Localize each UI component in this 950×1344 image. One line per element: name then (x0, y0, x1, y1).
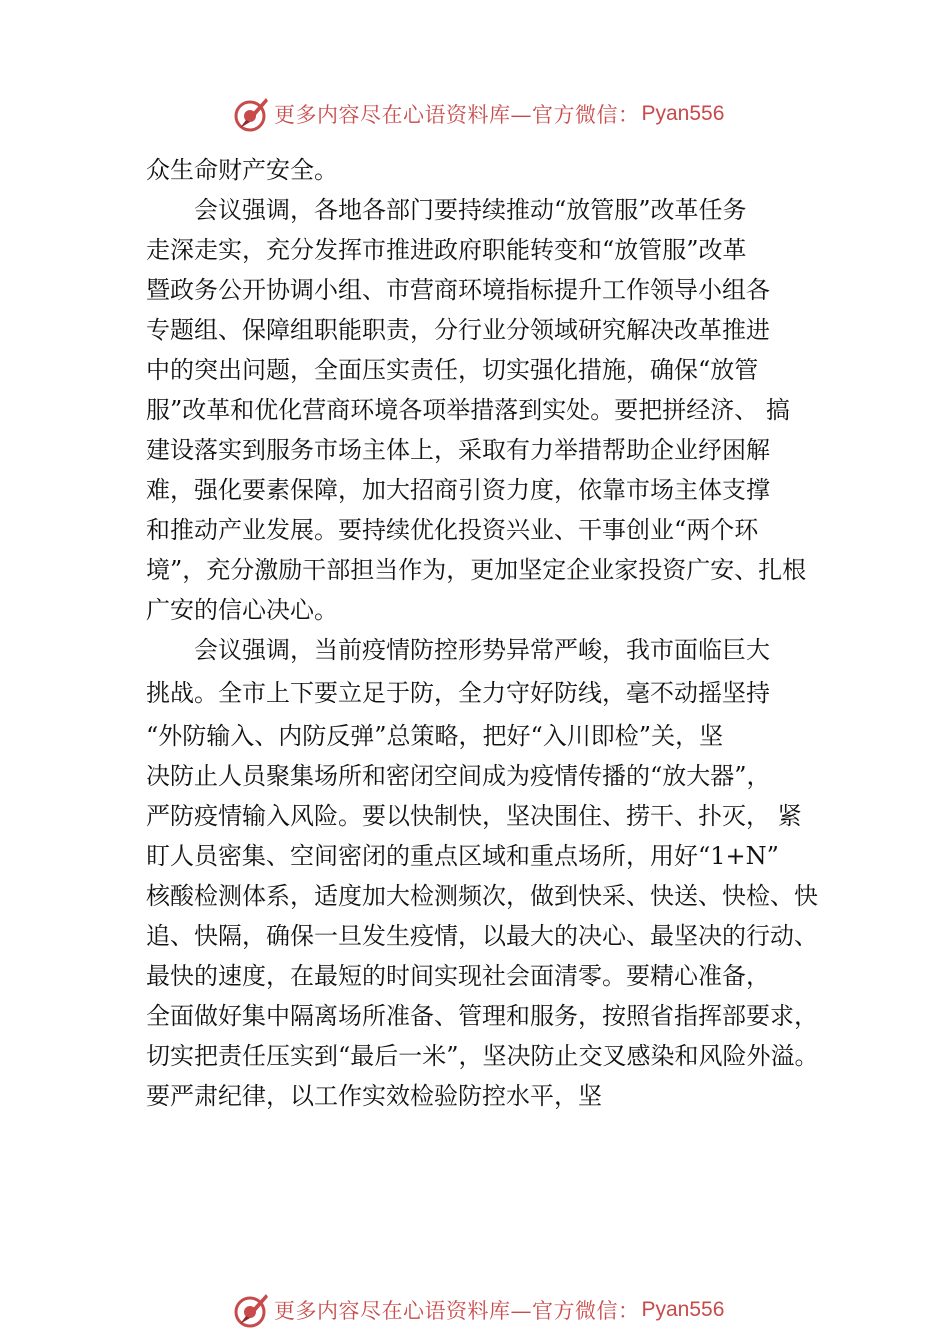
text-line: 难，强化要素保障，加大招商引资力度，依靠市场主体支撑 (146, 476, 770, 504)
text-line: 和推动产业发展。要持续优化投资兴业、干事创业“两个环 (146, 516, 759, 544)
text-line: 会议强调，各地各部门要持续推动“放管服”改革任务 (146, 196, 747, 224)
text-line: 核酸检测体系，适度加大检测频次，做到快采、快送、快检、快 (146, 882, 818, 910)
text-line: 境”，充分激励干部担当作为，更加坚定企业家投资广安、扎根 (146, 556, 807, 584)
text-line: 暨政务公开协调小组、市营商环境指标提升工作领导小组各 (146, 276, 770, 304)
text-line: 服”改革和优化营商环境各项举措落到实处。要把拼经济、 搞 (146, 396, 790, 424)
text-line: “外防输入、内防反弹”总策略，把好“入川即检”关，坚 (146, 722, 724, 750)
quill-logo-icon (232, 95, 270, 133)
text-line: 挑战。全市上下要立足于防，全力守好防线，毫不动摇坚持 (146, 679, 770, 707)
text-line: 走深走实，充分发挥市推进政府职能转变和“放管服”改革 (146, 236, 747, 264)
footer-slogan: 更多内容尽在心语资料库—官方微信： (274, 1299, 640, 1323)
footer-wechat-id: Pyan556 (641, 1298, 725, 1321)
header-slogan: 更多内容尽在心语资料库—官方微信： (274, 103, 640, 127)
text-line: 广安的信心决心。 (146, 596, 338, 624)
header-wechat-id: Pyan556 (641, 102, 725, 125)
text-line: 最快的速度，在最短的时间实现社会面清零。要精心准备， (146, 962, 770, 990)
text-line: 全面做好集中隔离场所准备、管理和服务，按照省指挥部要求， (146, 1002, 818, 1030)
header-banner (232, 94, 752, 134)
footer-banner (232, 1290, 752, 1330)
quill-logo-icon (232, 1291, 270, 1329)
document-body (146, 150, 846, 1116)
text-line: 盯人员密集、空间密闭的重点区域和重点场所，用好“1+N” (146, 842, 779, 870)
text-line: 众生命财产安全。 (146, 156, 338, 184)
text-line: 追、快隔，确保一旦发生疫情，以最大的决心、最坚决的行动、 (146, 922, 818, 950)
text-line: 严防疫情输入风险。要以快制快，坚决围住、捞干、扑灭， 紧 (146, 802, 802, 830)
text-line: 会议强调，当前疫情防控形势异常严峻，我市面临巨大 (146, 636, 770, 664)
text-line: 要严肃纪律，以工作实效检验防控水平，坚 (146, 1082, 602, 1110)
text-line: 切实把责任压实到“最后一米”，坚决防止交叉感染和风险外溢。 (146, 1042, 819, 1070)
text-line: 中的突出问题，全面压实责任，切实强化措施，确保“放管 (146, 356, 759, 384)
text-line: 决防止人员聚集场所和密闭空间成为疫情传播的“放大器”， (146, 762, 771, 790)
text-line: 专题组、保障组职能职责，分行业分领域研究解决改革推进 (146, 316, 770, 344)
text-line: 建设落实到服务市场主体上，采取有力举措帮助企业纾困解 (146, 436, 770, 464)
